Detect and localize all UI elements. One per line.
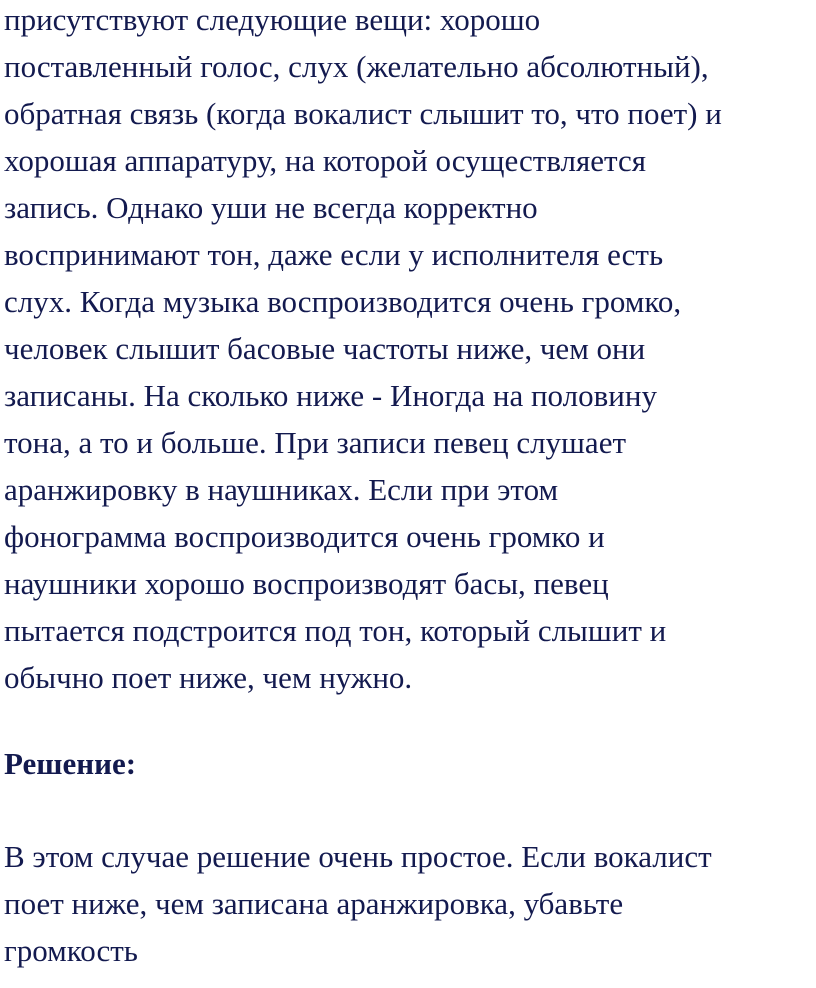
text-line: обратная связь (когда вокалист слышит то, что поет) и [4, 96, 722, 131]
text-line: хорошая аппаратуру, на которой осуществляется [4, 143, 646, 178]
text-line: фонограмма воспроизводится очень громко и [4, 519, 605, 554]
text-line: поет ниже, чем записана аранжировка, убавьте [4, 886, 624, 921]
text-line: присутствуют следующие вещи: хорошо [4, 2, 541, 37]
text-line: слух. Когда музыка воспроизводится очень громко, [4, 284, 682, 319]
section-heading: Решение: [4, 746, 137, 781]
text-line: наушники хорошо воспроизводят басы, певец [4, 566, 609, 601]
text-line: человек слышит басовые частоты ниже, чем они [4, 331, 646, 366]
text-line: аранжировку в наушниках. Если при этом [4, 472, 559, 507]
text-line: обычно поет ниже, чем нужно. [4, 660, 413, 695]
text-line: В этом случае решение очень простое. Если вокалист [4, 839, 712, 874]
text-line: записаны. На сколько ниже - Иногда на половину [4, 378, 657, 413]
text-line: громкость [4, 933, 138, 968]
text-line: тона, а то и больше. При записи певец слушает [4, 425, 626, 460]
text-line: запись. Однако уши не всегда корректно [4, 190, 538, 225]
text-line: поставленный голос, слух (желательно абсолютный), [4, 49, 709, 84]
text-line: пытается подстроится под тон, который слышит и [4, 613, 667, 648]
text-line: воспринимают тон, даже если у исполнителя есть [4, 237, 664, 272]
